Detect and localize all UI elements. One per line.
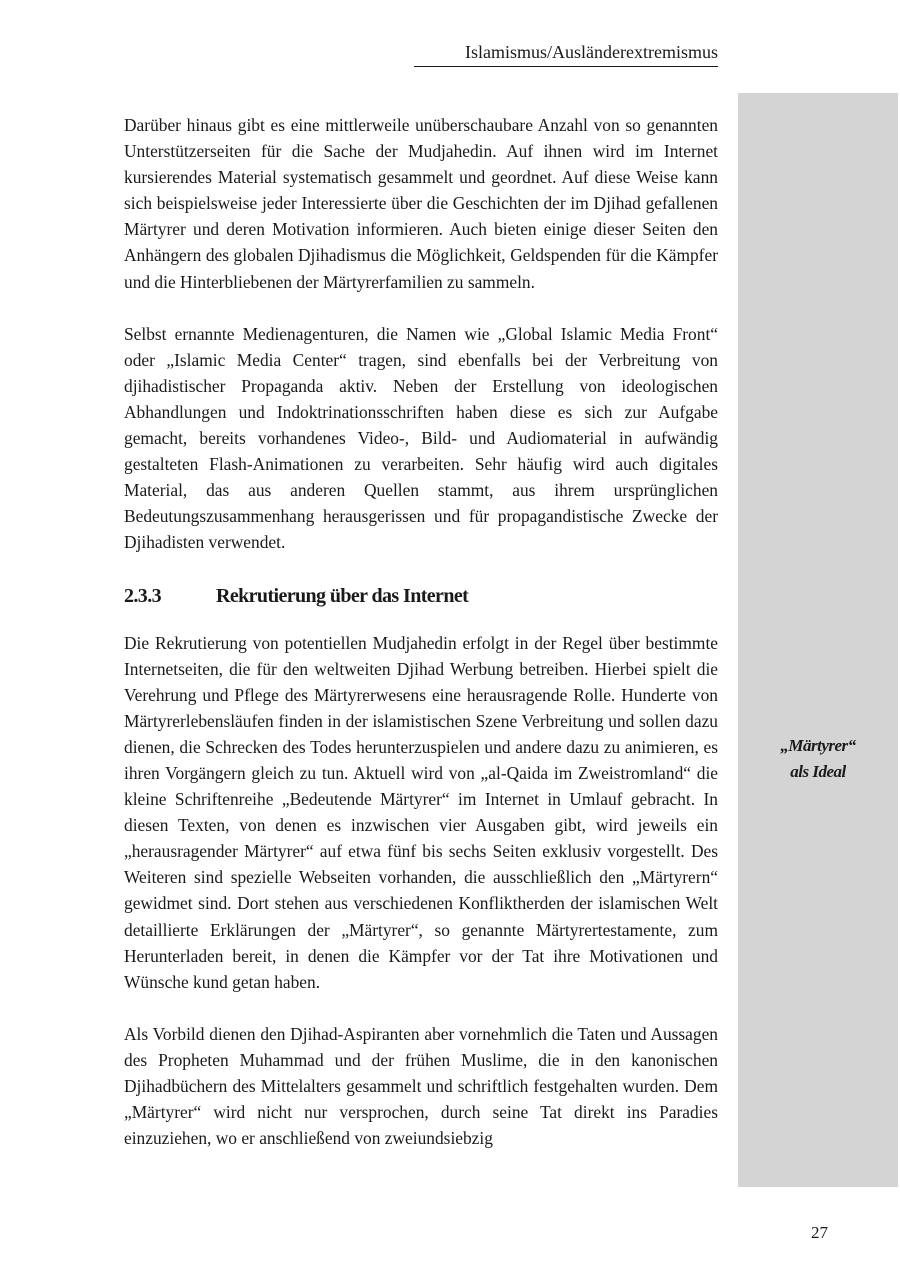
- section-heading: [124, 581, 718, 611]
- paragraph-3: Die Rekrutierung von potentiellen Mudjahedin erfolgt in der Regel über bestimmte Internetseiten, die für den weltweiten Djihad Werbung betreiben. Hierbei spielt die Verehrung und Pflege des Märtyrerwesens eine herausragende Rolle. Hunderte von Märtyrerlebensläufen finden in der islamistischen Szene Verbreitung und sollen dazu dienen, die Schrecken des Todes herunterzuspielen und andere dazu zu animieren, es ihren Vorgängern gleich zu tun. Aktuell wird von „al-Qaida im Zweistromland“ die kleine Schriftenreihe „Bedeutende Märtyrer“ im Internet in Umlauf gebracht. In diesen Texten, von denen es inzwischen vier Ausgaben gibt, wird jeweils ein „herausragender Märtyrer“ auf etwa fünf bis sechs Seiten exklusiv vorgestellt. Des Weiteren sind spezielle Webseiten vorhanden, die ausschließlich den „Märtyrern“ gewidmet sind. Dort stehen aus verschiedenen Konfliktherden der islamischen Welt detaillierte Erklärungen der „Märtyrer“, so genannte Märtyrertestamente, zum Herunterladen bereit, in denen die Kämpfer vor der Tat ihre Motivationen und Wünsche kund getan haben.: [124, 632, 718, 992]
- section-number: 2.3.3: [124, 584, 162, 607]
- margin-note-line-2: als Ideal: [790, 762, 846, 781]
- running-header: Islamismus/Ausländerextremismus: [414, 40, 718, 67]
- paragraph-1: Darüber hinaus gibt es eine mittlerweile unüberschaubare Anzahl von so genannten Unterstützerseiten für die Sache der Mudjahedin. Auf ihnen wird im Internet kursierendes Material systematisch gesammelt und geordnet. Auf diese Weise kann sich beispielsweise jeder Interessierte über die Geschichten der im Djihad gefallenen Märtyrer und deren Motivation informieren. Auch bieten einige dieser Seiten den Anhängern des globalen Djihadismus die Möglichkeit, Geldspenden für die Kämpfer und die Hinterbliebenen der Märtyrerfamilien zu sammeln.: [124, 115, 718, 292]
- paragraph-4: Als Vorbild dienen den Djihad-Aspiranten aber vornehmlich die Taten und Aussagen des Propheten Muhammad und der frühen Muslime, die in den kanonischen Djihadbüchern des Mittelalters gesammelt und schriftlich festgehalten wurden. Dem „Märtyrer“ wird nicht nur versprochen, durch seine Tat direkt ins Paradies einzuziehen, wo er anschließend von zweiundsiebzig: [124, 1023, 718, 1149]
- page-number: 27: [811, 1223, 828, 1242]
- margin-note-line-1: „Märtyrer“: [780, 736, 856, 755]
- body-text: [124, 112, 718, 1151]
- margin-note: [740, 733, 896, 785]
- section-title: Rekrutierung über das Internet: [216, 584, 469, 607]
- paragraph-2: Selbst ernannte Medienagenturen, die Namen wie „Global Islamic Media Front“ oder „Islamic Media Center“ tragen, sind ebenfalls bei der Verbreitung von djihadistischer Propaganda aktiv. Neben der Erstellung von ideologischen Abhandlungen und Indoktrinationsschriften haben diese es sich zur Aufgabe gemacht, bereits vorhandenes Video-, Bild- und Audiomaterial in aufwändig gestalteten Flash-Animationen zu verarbeiten. Sehr häufig wird auch digitales Material, das aus anderen Quellen stammt, aus ihrem ursprünglichen Bedeutungszusammenhang herausgerissen und für propagandistische Zwecke der Djihadisten verwendet.: [124, 323, 718, 553]
- margin-column: [738, 93, 898, 1187]
